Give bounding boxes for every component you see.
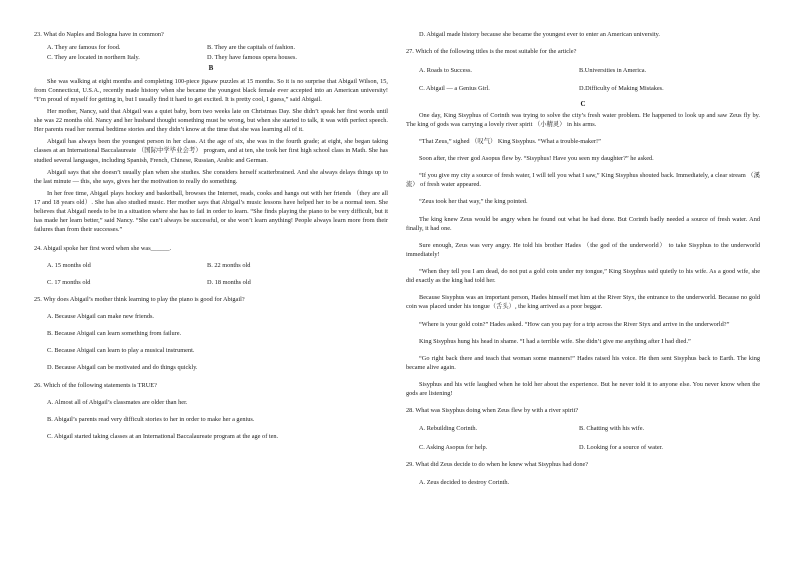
question-23: 23. What do Naples and Bologna have in common? — [34, 31, 164, 38]
passage-paragraph: Abigail says that she doesn’t usually plan when she studies. She considers herself scatterbrained. And she always delays things up to the last minute — this, she says, gives her the motivation to really do something. — [34, 168, 388, 185]
question-25: 25. Why does Abigail’s mother think learning to play the piano is good for Abigail? — [34, 295, 245, 303]
option: C. They are located in northern Italy. — [47, 54, 140, 62]
option: B. Abigail’s parents read very difficult stories to her in order to make her a genius. — [47, 415, 255, 423]
question-29: 29. What did Zeus decide to do when he knew what Sisyphus had done? — [406, 460, 589, 468]
passage-paragraph: One day, King Sisyphus of Corinth was trying to solve the city’s fresh water problem. He happened to look up and saw Zeus fly by. The king of gods was carrying a lovely river spirit （小精灵） in his arms. — [406, 111, 760, 128]
option: B. 22 months old — [207, 261, 251, 269]
question-27-options — [419, 66, 760, 93]
passage-paragraph: “When they tell you I am dead, do not put a gold coin under my tongue,” King Sisyphus said quietly to his wife. As a good wife, she did exactly as the king had told her. — [406, 268, 760, 285]
passage-paragraph: “Zeus took her that way,” the king pointed. — [419, 198, 528, 206]
option: D.Difficulty of Making Mistakes. — [579, 85, 664, 93]
option: C. Because Abigail can learn to play a musical instrument. — [47, 347, 195, 355]
option: C. 17 months old — [47, 278, 91, 286]
option: A. Zeus decided to destroy Corinth. — [419, 478, 510, 486]
question-24-options — [47, 261, 388, 287]
option: B.Universities in America. — [579, 67, 647, 75]
option: C. Abigail started taking classes at an International Baccalaureate program at the age of ten. — [47, 432, 279, 440]
option: A. Roads to Success. — [419, 67, 472, 75]
question-28: 28. What was Sisyphus doing when Zeus flew by with a river spirit? — [406, 407, 579, 415]
question-27: 27. Which of the following titles is the most suitable for the article? — [406, 48, 577, 56]
passage-paragraph: “If you give my city a source of fresh water, I will tell you what I saw,” King Sisyphus shouted back. Immediately, a clear stream （溪流） of fresh water appeared. — [406, 172, 760, 189]
question-26-options — [47, 398, 388, 441]
option: D. 18 months old — [207, 278, 251, 286]
question-26-option-d: D. Abigail made history because she became the youngest ever to enter an American university. — [419, 31, 660, 38]
right-column — [406, 30, 760, 495]
option: C. Asking Asopus for help. — [419, 443, 488, 451]
option: D. Looking for a source of water. — [579, 443, 663, 451]
option: A. Because Abigail can make new friends. — [47, 313, 155, 321]
option: A. Almost all of Abigail’s classmates are older than her. — [47, 398, 188, 406]
passage-paragraph: Sure enough, Zeus was very angry. He told his brother Hades （the god of the underworld） to take Sisyphus to the underworld immediately! — [406, 241, 760, 258]
option: D. They have famous opera houses. — [207, 54, 297, 62]
option: B. Chatting with his wife. — [579, 425, 645, 433]
option: A. Rebuilding Corinth. — [419, 425, 478, 433]
option: A. They are famous for food. — [47, 44, 121, 52]
passage-paragraph: King Sisyphus hung his head in shame. “I had a terrible wife. She didn’t give me anything after I had died.” — [419, 337, 691, 345]
passage-paragraph: Her mother, Nancy, said that Abigail was a quiet baby, born two weeks late on Christmas Day. She didn’t speak her first words until she was 22 months old. Nancy and her husband thought something must be wrong, but when she started to talk, it was with perfect speech. Her parents read her normal bedtime stories and they didn’t know at the time that she was learning all of it. — [34, 107, 388, 134]
passage-paragraph: “Go right back there and teach that woman some manners!” Hades raised his voice. He then sent Sisyphus back to Earth. The king became alive again. — [406, 354, 760, 371]
passage-paragraph: Because Sisyphus was an important person, Hades himself met him at the River Styx, the entrance to the underworld. Because no gold coin was placed under his tongue（舌头）, the king arrived as a poor beggar. — [406, 294, 760, 311]
passage-paragraph: “Where is your gold coin?” Hades asked. “How can you pay for a trip across the River Styx and arrive in the underworld?” — [419, 320, 730, 328]
passage-paragraph: Abigail has always been the youngest person in her class. At the age of six, she was in the fourth grade; at eight, she began taking classes at an International Baccalaureate （国际中学毕业会考） program, and at ten, she took her first high school class in Math. She has studied several languages, including Spanish, French, Chinese, Russian, Arabic and German. — [34, 138, 388, 164]
section-c-heading: C — [580, 99, 586, 108]
question-24: 24. Abigail spoke her first word when she was______. — [34, 244, 172, 252]
passage-paragraph: The king knew Zeus would be angry when he found out what he had done. But Corinth badly needed a source of fresh water. And finally, it had one. — [406, 215, 760, 232]
passage-paragraph: In her free time, Abigail plays hockey and basketball, browses the Internet, reads, cooks and hangs out with her friends （they are all 17 and 18 years old）. She has also studied music. Her mother says that Abigail’s music lessons have helped her to be a normal teen. She believes that Abigail needs to be in a situation where she has to fail in order to learn. “She finds playing the piano to be very difficult, but it has made her learn better,” said Nancy. “She can’t always be successful, or she won’t learn anything! People always learn more from their failures than from their successes.” — [34, 189, 388, 234]
question-23-options — [47, 43, 388, 62]
option: B. Because Abigail can learn something from failure. — [47, 330, 182, 338]
left-column — [34, 30, 388, 449]
option: B. They are the capitals of fashion. — [207, 44, 296, 52]
question-29-options — [419, 478, 760, 487]
question-25-options — [47, 312, 388, 373]
question-28-options — [419, 424, 760, 451]
passage-paragraph: Soon after, the river god Asopus flew by. “Sisyphus! Have you seen my daughter?” he asked. — [419, 155, 654, 163]
option: C. Abigail — a Genius Girl. — [419, 85, 490, 93]
passage-paragraph: She was walking at eight months and completing 100-piece jigsaw puzzles at 15 months. So it is no surprise that Abigail Wilson, 15, from Connecticut, U.S.A., recently made history when she became the youngest black female ever accepted into an American university! “I’m proud of myself for getting in, but I usually find it hard to get excited. It is pretty cool, I guess,” said Abigail. — [34, 77, 388, 103]
section-b-heading: B — [208, 64, 214, 73]
passage-paragraph: Sisyphus and his wife laughed when he told her about the experience. But he never told it to anyone else. You never know when the gods are listening! — [406, 381, 760, 398]
question-26: 26. Which of the following statements is TRUE? — [34, 381, 157, 389]
option: A. 15 months old — [47, 261, 91, 269]
option: D. Because Abigail can be motivated and do things quickly. — [47, 364, 198, 372]
passage-paragraph: “That Zeus,” sighed （叹气） King Sisyphus. “What a trouble-maker!” — [419, 137, 601, 145]
